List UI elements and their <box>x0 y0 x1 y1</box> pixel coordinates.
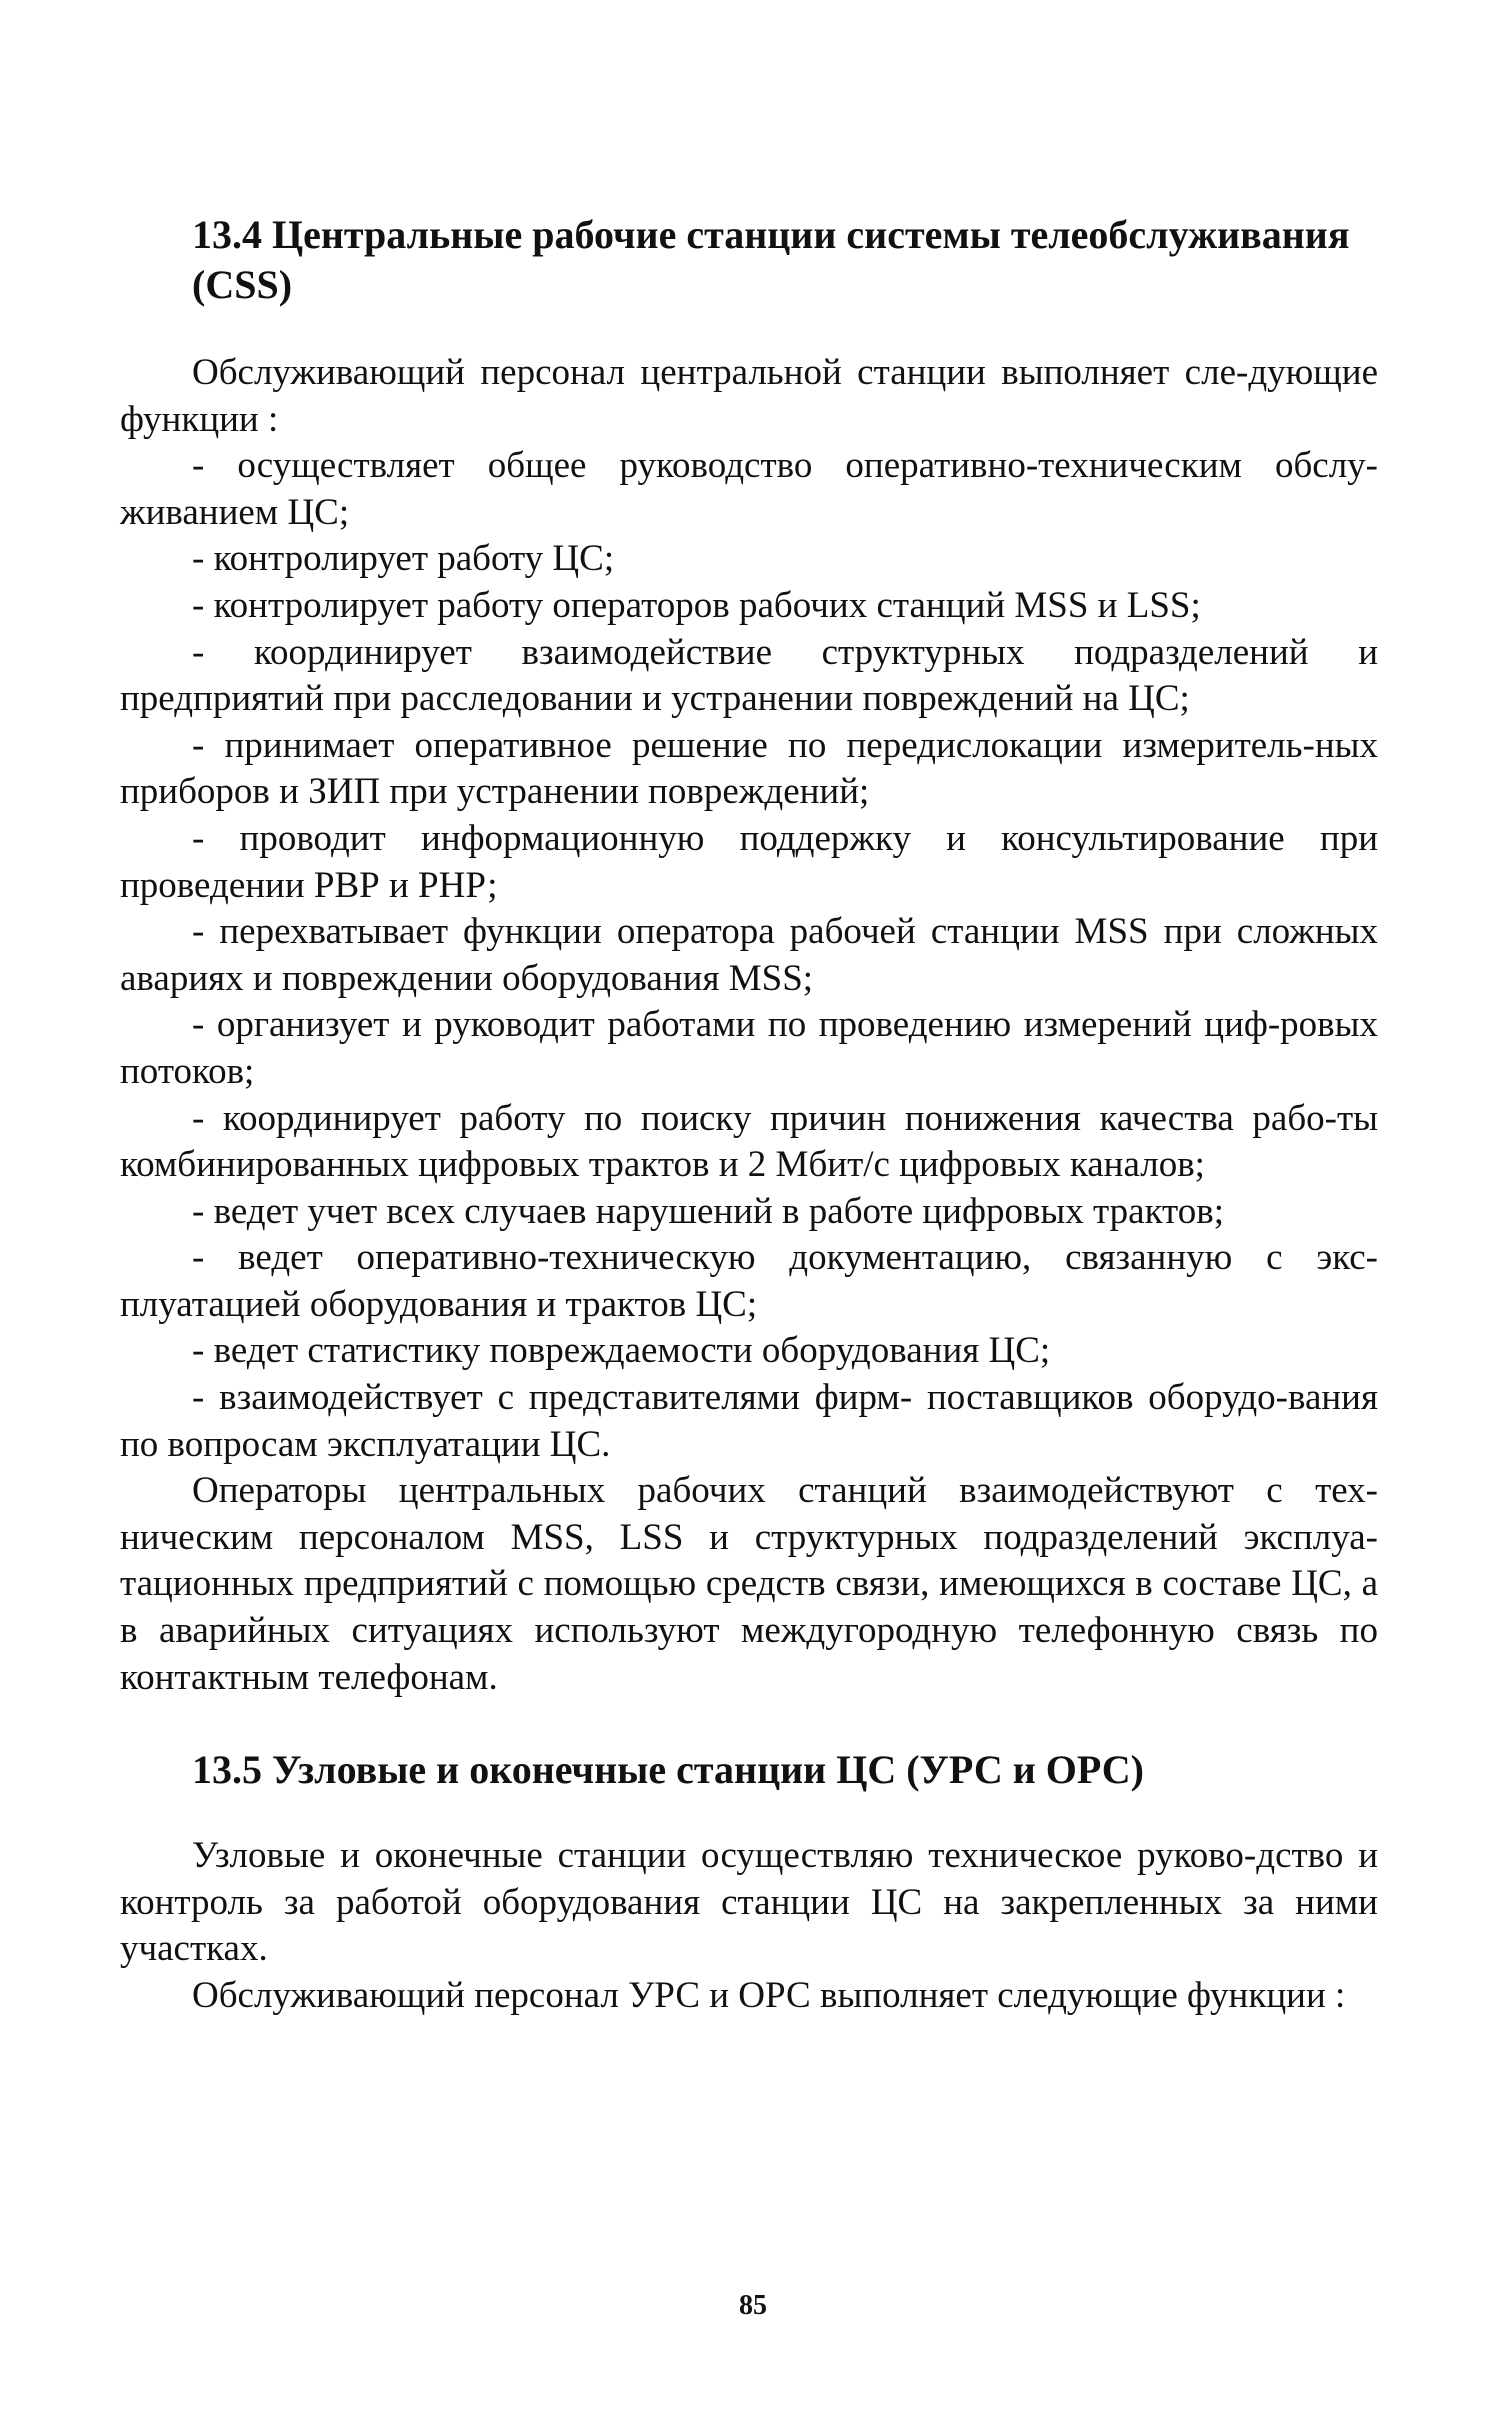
document-page <box>120 210 1378 2020</box>
list-item: - координирует работу по поиску причин понижения качества рабо-ты комбинированных цифровых трактов и 2 Мбит/с цифровых каналов; <box>120 1097 1378 1186</box>
section-heading-13-4: 13.4 Центральные рабочие станции системы телеобслуживания (CSS) <box>192 212 1350 307</box>
section-13-5-body <box>120 1833 1378 2019</box>
paragraph-operators: Операторы центральных рабочих станций взаимодействуют с тех-ническим персоналом MSS, LSS и структурных подразделений эксплуа-тационных предприятий с помощью средств связи, имеющихся в составе ЦС, а в аварийных ситуациях используют междугородную телефонную связь по контактным телефонам. <box>120 1470 1378 1698</box>
list-item: - взаимодействует с представителями фирм- поставщиков оборудо-вания по вопросам эксплуатации ЦС. <box>120 1377 1378 1465</box>
section-heading-13-5: 13.5 Узловые и оконечные станции ЦС (УРС и ОРС) <box>192 1747 1144 1793</box>
list-item: - ведет оперативно-техническую документацию, связанную с экс-плуатацией оборудования и трактов ЦС; <box>120 1237 1378 1325</box>
paragraph-intro: Обслуживающий персонал центральной станции выполняет сле-дующие функции : <box>120 352 1378 440</box>
section-13-4-body <box>120 350 1378 1701</box>
paragraph-staff-functions: Обслуживающий персонал УРС и ОРС выполняет следующие функции : <box>192 1975 1346 2016</box>
list-item: - осуществляет общее руководство оперативно-техническим обслу-живанием ЦС; <box>120 445 1378 533</box>
list-item: - принимает оперативное решение по передислокации измеритель-ных приборов и ЗИП при устранении повреждений; <box>120 724 1378 813</box>
list-item: - проводит информационную поддержку и консультирование при проведении РВР и РНР; <box>120 817 1378 906</box>
list-item: - контролирует работу ЦС; <box>192 538 615 580</box>
list-item: - контролирует работу операторов рабочих станций MSS и LSS; <box>192 584 1201 626</box>
list-item: - организует и руководит работами по проведению измерений циф-ровых потоков; <box>120 1004 1378 1092</box>
list-item: - ведет учет всех случаев нарушений в работе цифровых трактов; <box>192 1190 1224 1232</box>
list-item: - перехватывает функции оператора рабочей станции MSS при сложных авариях и повреждении оборудования MSS; <box>120 911 1378 999</box>
paragraph-stations: Узловые и оконечные станции осуществляю техническое руково-дство и контроль за работой оборудования станции ЦС на закрепленных за ними участках. <box>120 1835 1378 1970</box>
list-item: - ведет статистику повреждаемости оборудования ЦС; <box>192 1330 1051 1372</box>
list-item: - координирует взаимодействие структурных подразделений и предприятий при расследовании и устранении повреждений на ЦС; <box>120 631 1378 720</box>
page-number: 85 <box>739 2290 767 2321</box>
